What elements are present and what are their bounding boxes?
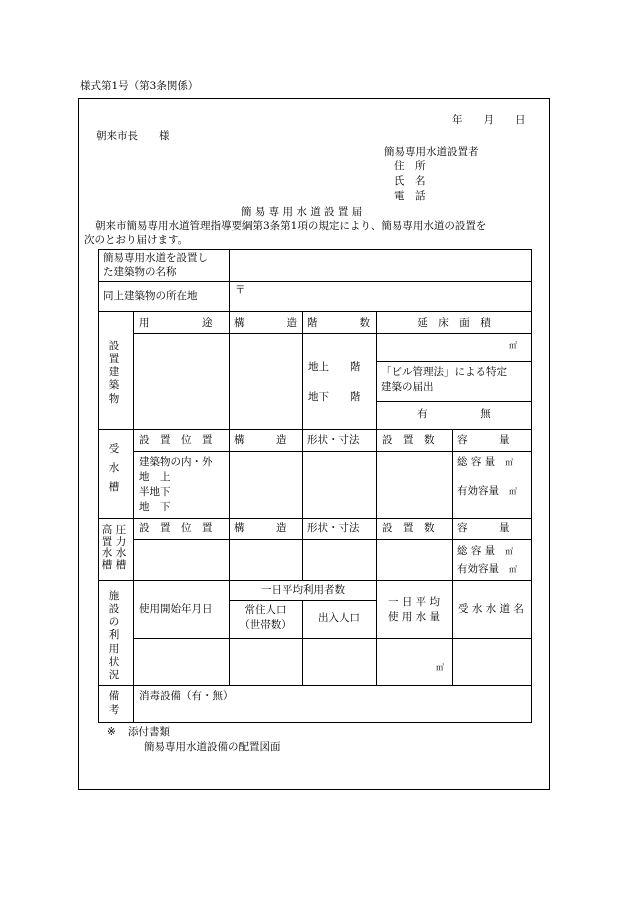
rt-effective-capacity: 有効容量 ㎥	[457, 485, 517, 497]
col-divider	[302, 311, 303, 429]
elevated-tank-section-label: 高 置 水 槽	[101, 524, 113, 571]
floors-below: 地下 階	[308, 391, 361, 403]
header-divider	[133, 539, 532, 540]
date-label: 年 月 日	[452, 114, 526, 126]
rt-position-2: 地 上	[139, 471, 171, 483]
area-unit: ㎡	[509, 341, 517, 350]
attachments-item: 簡易専用水道設備の配置図面	[144, 741, 281, 753]
row-divider-h	[98, 281, 532, 282]
attachments-mark: ※	[107, 726, 116, 738]
building-section-label: 設 置 建 築 物	[108, 340, 120, 405]
form-id: 様式第1号（第3条関係）	[80, 80, 199, 92]
users-divider	[229, 600, 377, 601]
section-divider	[98, 518, 532, 519]
col-divider	[302, 518, 303, 580]
rt-header-position: 設 置 位 置	[139, 434, 213, 446]
col-divider	[302, 429, 303, 518]
usage-residents-2: （世帯数）	[239, 619, 292, 631]
col-divider	[229, 518, 230, 580]
et-header-capacity: 容 量	[457, 522, 510, 534]
col-divider	[452, 518, 453, 580]
section-divider	[98, 685, 532, 686]
rt-position-1: 建築物の内・外	[139, 456, 213, 468]
bill-law-line-2: 建築の届出	[381, 381, 434, 393]
applicant-name-label: 氏 名	[394, 175, 426, 187]
header-use: 用 途	[139, 317, 213, 329]
row-divider-v	[229, 249, 230, 311]
building-address-label: 同上建築物の所在地	[103, 290, 198, 302]
table-top-border	[98, 249, 532, 250]
rt-header-shape: 形状・寸法	[307, 434, 360, 446]
col-divider	[229, 429, 230, 518]
applicant-title: 簡易専用水道設置者	[384, 146, 479, 158]
applicant-phone-label: 電 話	[394, 190, 426, 202]
row-divider-h	[98, 311, 532, 312]
building-name-label-1: 簡易専用水道を設置し	[103, 252, 208, 264]
applicant-address-label: 住 所	[394, 160, 426, 172]
usage-daily-users: 一日平均利用者数	[261, 584, 345, 596]
remarks-section-label: 備 考	[108, 690, 120, 716]
header-divider	[133, 333, 532, 334]
addressee: 朝来市長 様	[96, 130, 170, 142]
rt-total-capacity: 総 容 量 ㎥	[457, 456, 514, 468]
usage-divider	[133, 638, 532, 639]
section-divider	[98, 429, 532, 430]
et-header-shape: 形状・寸法	[307, 522, 360, 534]
usage-section-label: 施 設 の 利 用 状 況	[108, 590, 120, 681]
rt-header-capacity: 容 量	[457, 434, 510, 446]
et-header-count: 設 置 数	[382, 522, 435, 534]
table-bottom-border	[98, 722, 532, 723]
attachments-title: 添付書類	[128, 726, 170, 738]
rt-header-structure: 構 造	[234, 434, 287, 446]
remarks-value: 消毒設備（有・無）	[139, 690, 234, 702]
col-divider	[376, 518, 377, 580]
law-divider	[376, 401, 532, 402]
header-floors: 階 数	[307, 317, 370, 329]
usage-visitors: 出入人口	[318, 612, 360, 624]
intro-line-1: 朝来市簡易専用水道管理指導要綱第3条第1項の規定により、簡易専用水道の設置を	[95, 220, 487, 232]
table-left-border	[98, 249, 99, 723]
et-header-structure: 構 造	[234, 522, 287, 534]
col-divider	[452, 429, 453, 518]
bill-law-line-1: 「ビル管理法」による特定	[381, 366, 507, 378]
usage-daily-water-2: 使 用 水 量	[387, 611, 440, 623]
receiving-tank-section-label: 受 水 槽	[108, 443, 120, 493]
col-divider	[452, 580, 453, 685]
usage-water-source: 受 水 水 道 名	[458, 603, 524, 615]
intro-line-2: 次のとおり届けます。	[84, 234, 189, 246]
header-structure: 構 造	[234, 317, 297, 329]
col-divider	[376, 429, 377, 518]
usage-residents-1: 常住人口	[244, 604, 287, 616]
rt-header-count: 設 置 数	[382, 434, 435, 446]
et-header-position: 設 置 位 置	[139, 522, 213, 534]
building-name-label-2: た建築物の名称	[103, 266, 177, 278]
presence-choice: 有 無	[417, 408, 491, 420]
usage-start-date: 使用開始年月日	[139, 603, 213, 615]
et-total-capacity: 総 容 量 ㎥	[457, 545, 514, 557]
area-divider	[376, 361, 532, 362]
section-label-divider	[133, 311, 134, 722]
col-divider	[229, 311, 230, 429]
header-floor-area: 延 床 面 積	[417, 317, 491, 329]
rt-position-4: 地 下	[139, 501, 171, 513]
usage-water-unit: ㎥	[436, 663, 444, 672]
form-title: 簡 易 専 用 水 道 設 置 届	[241, 206, 363, 218]
floors-above: 地上 階	[308, 361, 361, 373]
rt-position-3: 半地下	[139, 486, 171, 498]
usage-daily-water-1: 一 日 平 均	[387, 596, 440, 608]
postal-mark: 〒	[235, 284, 246, 296]
section-divider	[98, 580, 532, 581]
pressure-tank-section-label: 圧 力 水 槽	[115, 524, 127, 571]
et-effective-capacity: 有効容量 ㎥	[457, 563, 517, 575]
header-divider	[133, 451, 532, 452]
